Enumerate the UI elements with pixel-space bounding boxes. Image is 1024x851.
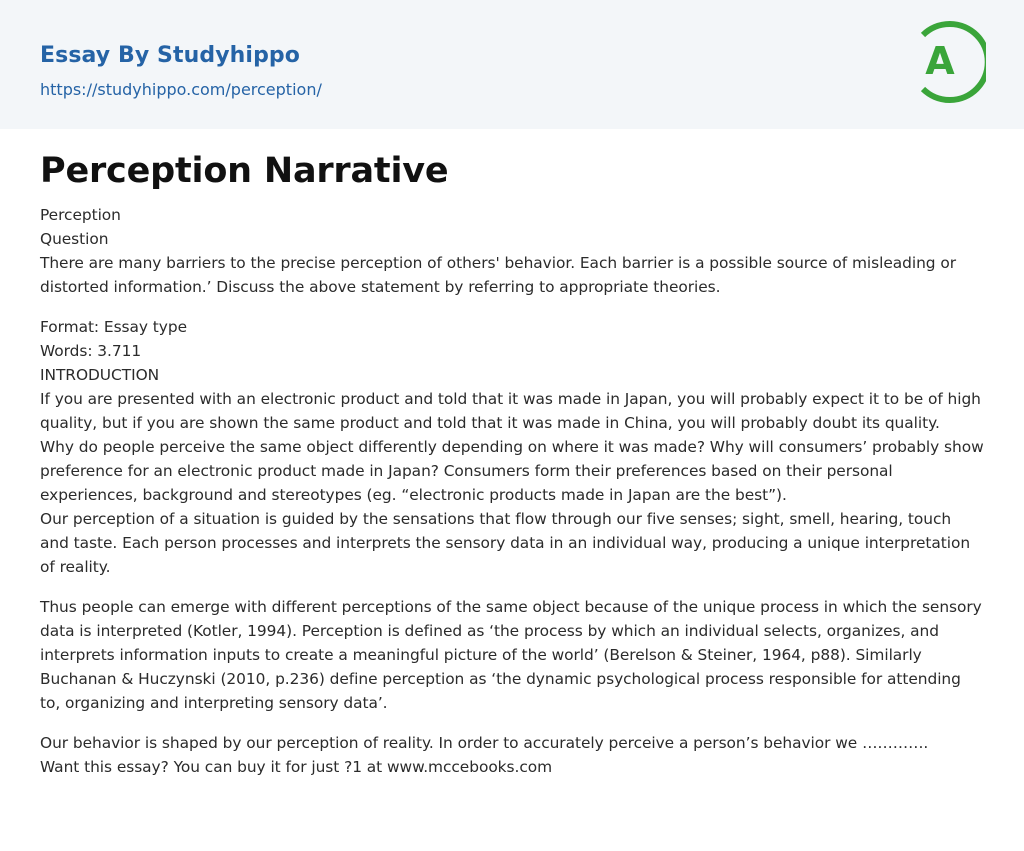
logo-letter: A (925, 39, 955, 83)
essay-line: INTRODUCTION (40, 366, 160, 384)
essay-paragraph: Thus people can emerge with different perceptions of the same object because of the unique process in which the sensory data is interpreted (Kotler, 1994). Perception is defined as ‘the process by which an individual selects, organizes, and interprets information inputs to create a meaningful picture of the world’ (Berelson & Steiner, 1964, p88). Similarly Buchanan & Huczynski (2010, p.236) define perception as ‘the dynamic psychological process responsible for attending to, organizing and interpreting sensory data’. (40, 598, 982, 712)
site-header (0, 0, 1024, 129)
essay-line: Words: 3.711 (40, 342, 142, 360)
essay-line: Format: Essay type (40, 318, 187, 336)
essay-line: Question (40, 230, 109, 248)
essay-line: Perception (40, 206, 121, 224)
brand-title[interactable]: Essay By Studyhippo (40, 43, 300, 68)
purchase-line: Want this essay? You can buy it for just ?1 at www.mccebooks.com (40, 758, 553, 776)
essay-paragraph: If you are presented with an electronic product and told that it was made in Japan, you will probably expect it to be of high quality, but if you are shown the same product and told that it was made in China, you will probably doubt its quality. (40, 390, 981, 432)
page-title: Perception Narrative (40, 151, 449, 191)
studyhippo-logo-icon[interactable] (914, 19, 986, 105)
essay-paragraph: Why do people perceive the same object differently depending on where it was made? Why will consumers’ probably show preference for an electronic product made in Japan? Consumers form their preferences based on their personal experiences, background and stereotypes (eg. “electronic products made in Japan are the best”). (40, 438, 984, 504)
essay-paragraph: Our behavior is shaped by our perception of reality. In order to accurately perceive a person’s behavior we …………. (40, 734, 929, 752)
essay-url-link[interactable]: https://studyhippo.com/perception/ (40, 80, 322, 99)
essay-paragraph: Our perception of a situation is guided by the sensations that flow through our five senses; sight, smell, hearing, touch and taste. Each person processes and interprets the sensory data in an individual way, producing a unique interpretation of reality. (40, 510, 971, 576)
essay-paragraph: There are many barriers to the precise perception of others' behavior. Each barrier is a possible source of misleading or distorted information.’ Discuss the above statement by referring to appropriate theories. (40, 254, 957, 296)
essay-content (0, 129, 1024, 779)
